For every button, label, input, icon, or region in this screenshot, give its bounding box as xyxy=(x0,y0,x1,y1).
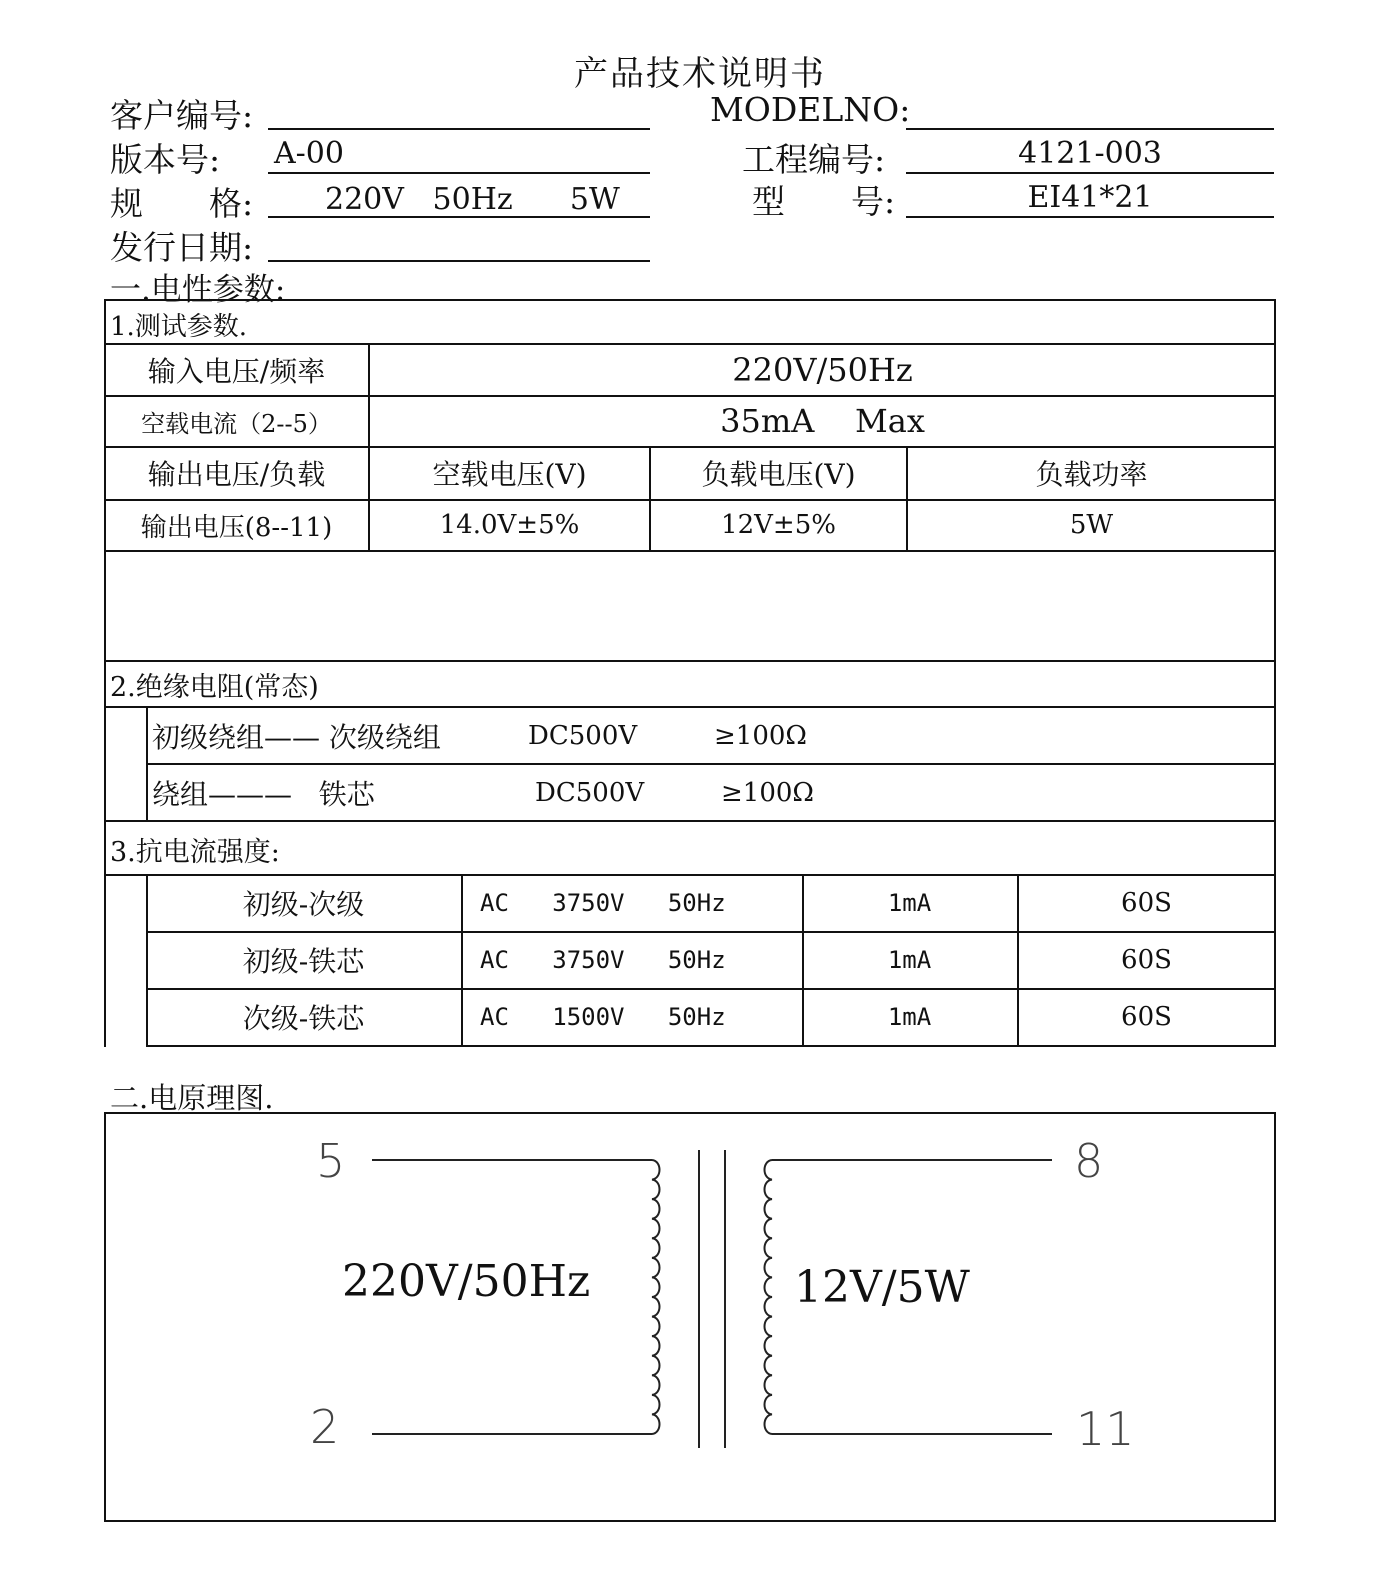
spec-label: 规 格: xyxy=(110,184,254,223)
insulation-row1-voltage: DC500V xyxy=(528,720,638,751)
output-header-col4: 负载功率 xyxy=(1035,458,1148,491)
dielectric-row2-name: 初级-铁芯 xyxy=(242,945,365,978)
insulation-row2-voltage: DC500V xyxy=(535,777,645,808)
dielectric-row2-test: AC 3750V 50Hz xyxy=(480,946,726,974)
model-no-label: MODELNO: xyxy=(710,90,911,129)
insulation-row2-value: ≥100Ω xyxy=(721,777,814,808)
dielectric-row1-time: 60S xyxy=(1121,888,1172,918)
output-load-voltage: 12V±5% xyxy=(721,510,836,540)
version-label: 版本号: xyxy=(110,140,221,179)
dielectric-heading: 3.抗电流强度: xyxy=(110,836,280,868)
noload-current-value: 35mA Max xyxy=(720,402,925,440)
output-header-col2: 空载电压(V) xyxy=(432,458,587,491)
pin-8-label: 8 xyxy=(1074,1134,1104,1188)
insulation-row1-value: ≥100Ω xyxy=(714,720,807,751)
dielectric-row2-current: 1mA xyxy=(887,946,932,974)
customer-no-label: 客户编号: xyxy=(110,96,254,135)
insulation-row2-name: 绕组——— 铁芯 xyxy=(152,777,375,811)
input-voltage-value: 220V/50Hz xyxy=(732,350,913,389)
noload-current-label: 空载电流（2--5） xyxy=(141,409,332,438)
primary-rating-label: 220V/50Hz xyxy=(342,1256,591,1307)
dielectric-row3-time: 60S xyxy=(1121,1002,1172,1032)
issue-date-label: 发行日期: xyxy=(110,228,254,267)
dielectric-row3-name: 次级-铁芯 xyxy=(242,1002,365,1035)
document-title: 产品技术说明书 xyxy=(574,54,826,94)
type-label: 型 号: xyxy=(752,182,896,221)
output-load-power: 5W xyxy=(1069,510,1114,540)
dielectric-row3-current: 1mA xyxy=(887,1003,932,1031)
secondary-coil xyxy=(765,1160,773,1434)
secondary-rating-label: 12V/5W xyxy=(794,1262,970,1313)
version-value: A-00 xyxy=(274,136,344,171)
pin-5-label: 5 xyxy=(316,1134,346,1188)
pin-2-label: 2 xyxy=(310,1400,340,1454)
project-no-label: 工程编号: xyxy=(742,140,886,179)
input-voltage-label: 输入电压/频率 xyxy=(147,354,326,388)
section1-heading: 一.电性参数: xyxy=(110,272,286,308)
insulation-heading: 2.绝缘电阻(常态) xyxy=(110,671,319,703)
pin-11-label: 11 xyxy=(1076,1402,1135,1456)
test-params-heading: 1.测试参数. xyxy=(110,311,248,342)
dielectric-row3-test: AC 1500V 50Hz xyxy=(480,1003,726,1031)
dielectric-row1-name: 初级-次级 xyxy=(242,888,365,921)
insulation-row1-name: 初级绕组—— 次级绕组 xyxy=(152,720,441,754)
output-noload-voltage: 14.0V±5% xyxy=(439,510,580,540)
dielectric-row1-test: AC 3750V 50Hz xyxy=(480,889,726,917)
type-value: EI41*21 xyxy=(1027,180,1153,215)
dielectric-row1-current: 1mA xyxy=(887,889,932,917)
output-row-label: 输出电压(8--11) xyxy=(140,512,333,543)
output-header-col1: 输出电压/负载 xyxy=(147,458,326,491)
dielectric-row2-time: 60S xyxy=(1121,945,1172,975)
primary-coil xyxy=(652,1160,660,1434)
section2-heading: 二.电原理图. xyxy=(110,1081,274,1115)
spec-value: 220V 50Hz 5W xyxy=(325,182,620,217)
project-no-value: 4121-003 xyxy=(1018,136,1162,171)
output-header-col3: 负载电压(V) xyxy=(701,458,856,491)
